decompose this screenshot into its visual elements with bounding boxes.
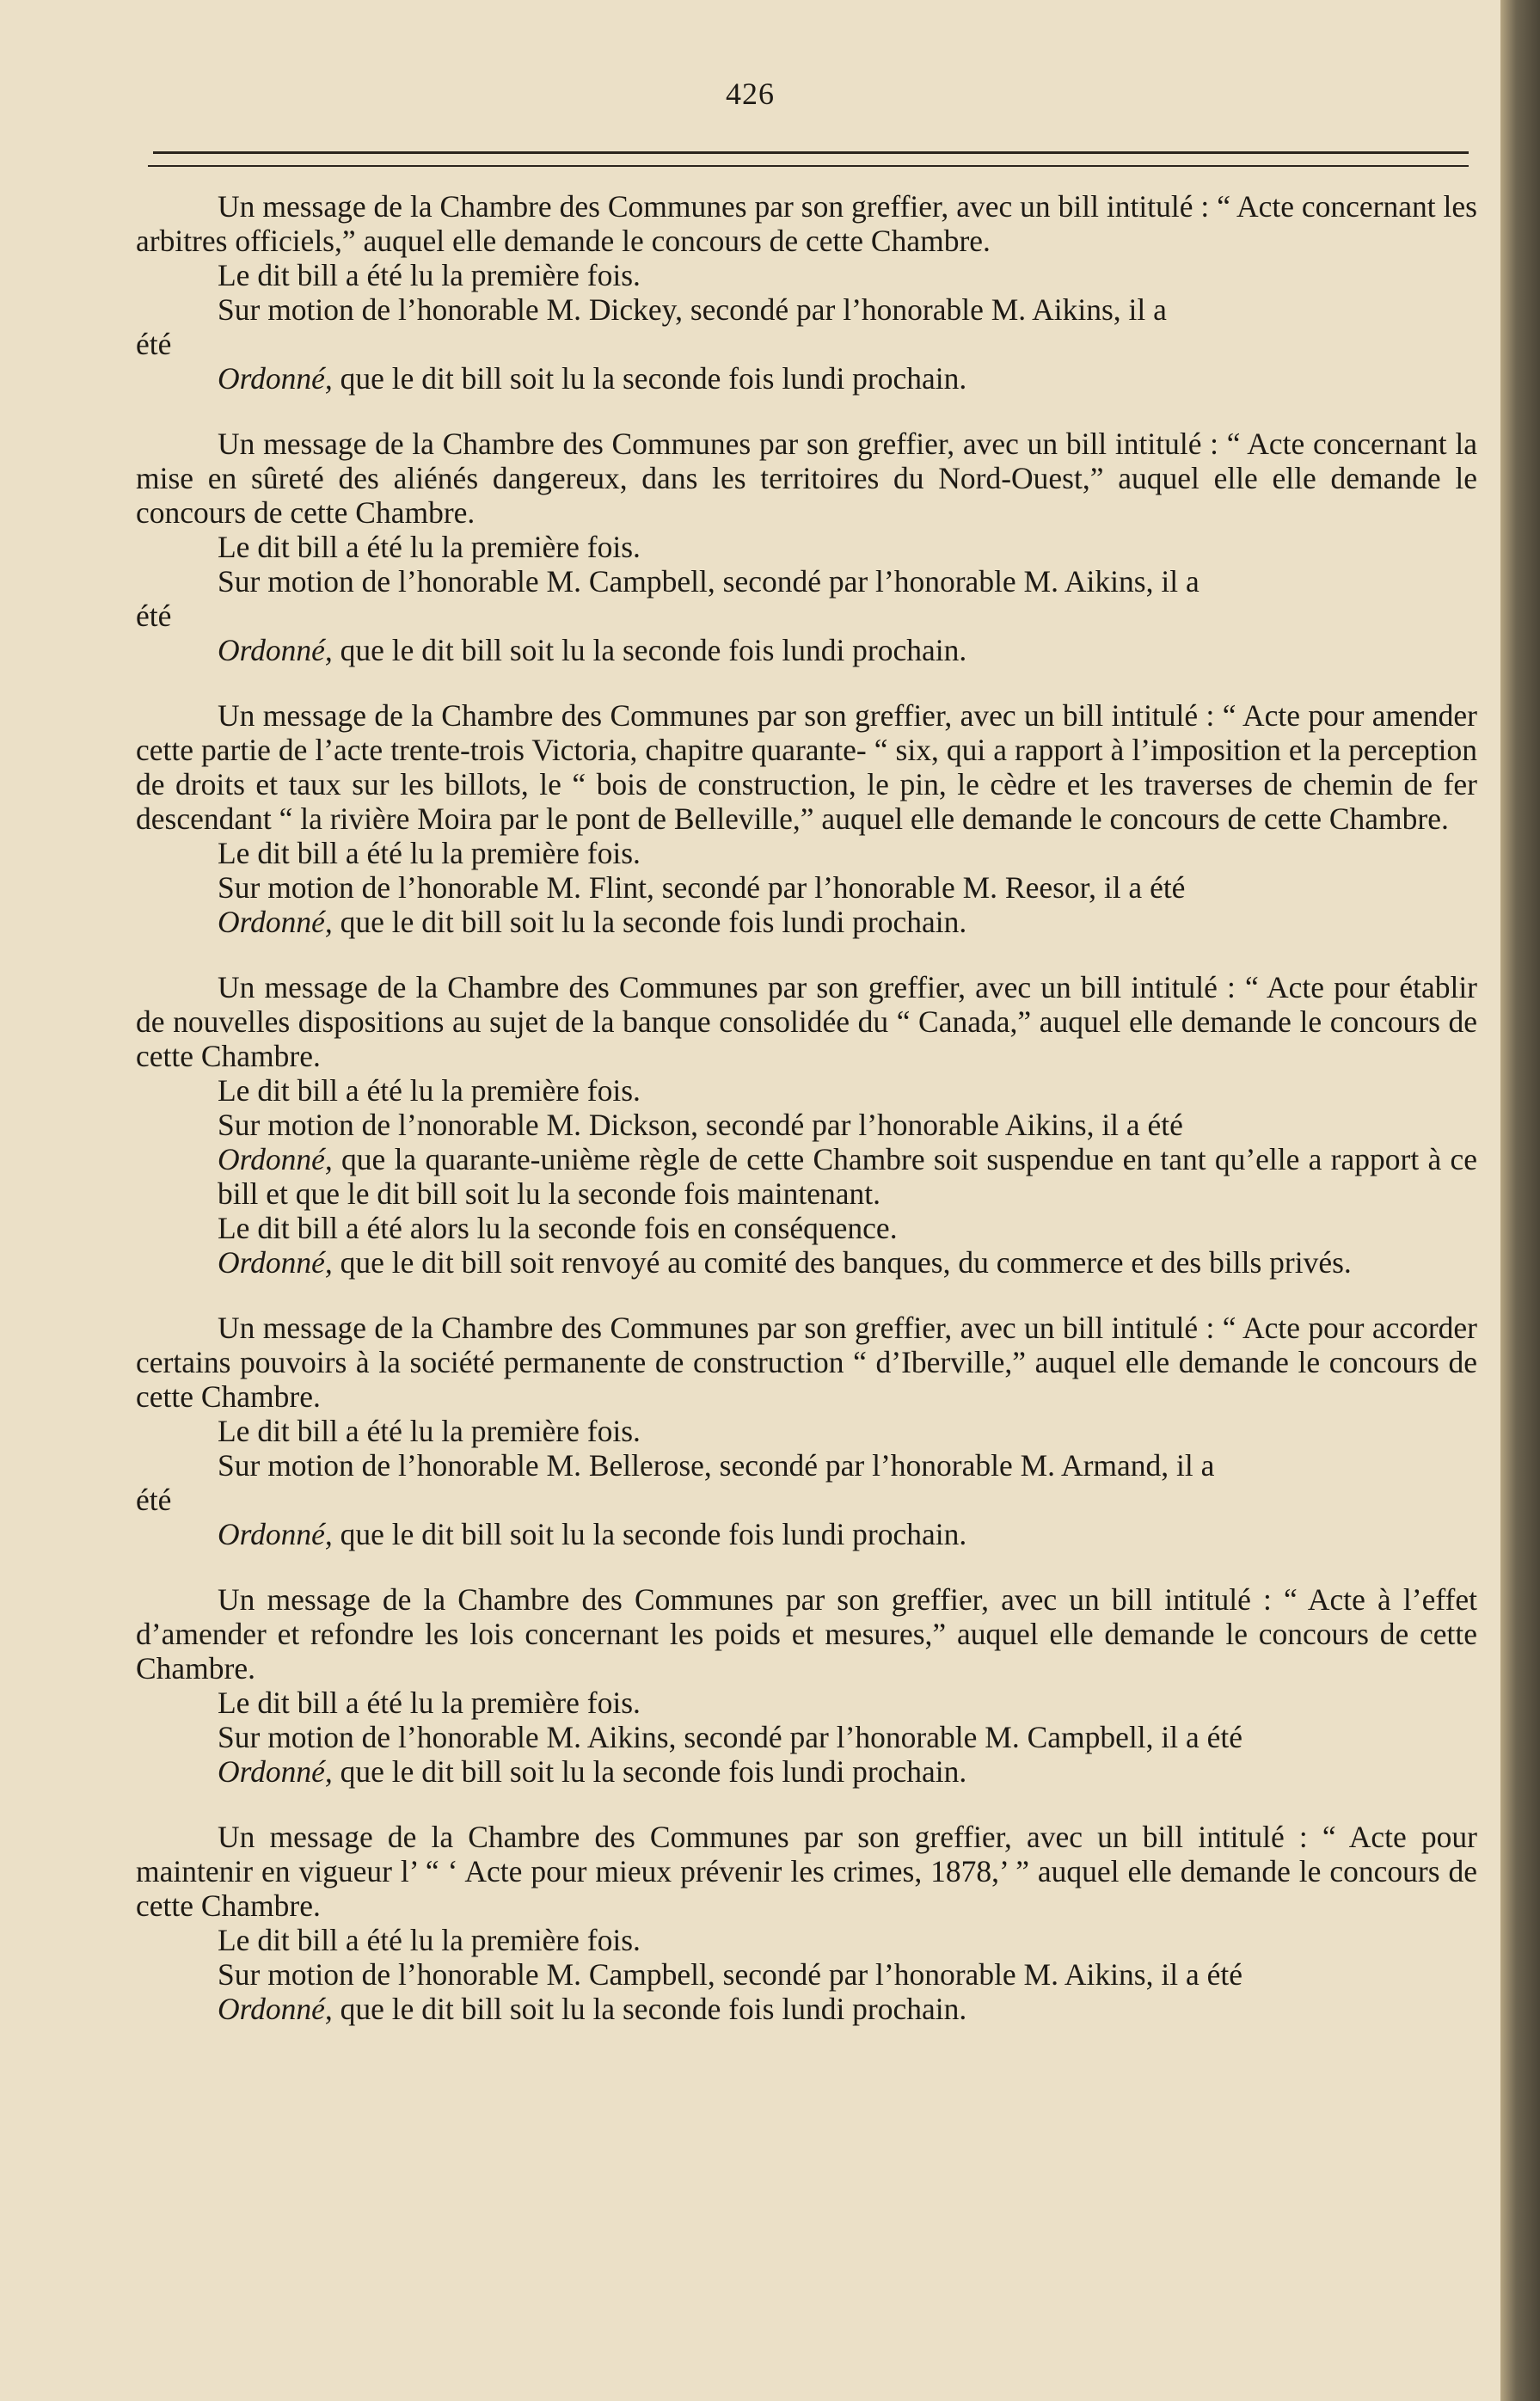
ordonne-label: Ordonné, xyxy=(218,1754,333,1789)
first-reading-line: Le dit bill a été lu la première fois. xyxy=(218,1923,641,1957)
motion-line: Sur motion de l’honorable M. Campbell, secondé par l’honorable M. Aikins, il a été xyxy=(218,1957,1242,1992)
order-paragraph xyxy=(136,1992,1477,2026)
ordonne-label: Ordonné, xyxy=(218,1517,333,1551)
ordonne-text: que le dit bill soit lu la seconde fois lundi prochain. xyxy=(332,905,967,939)
message-paragraph: Un message de la Chambre des Communes par son greffier, avec un bill intitulé : “ Acte pour amender cette partie de l’acte trente-trois Victoria, chapitre quarante- “ six, qui a rapport à l’imposition et la perception de droits et taux sur les billots, le “ bois de construction, le pin, le cèdre et les traverses de chemin de fer descendant “ la rivière Moira par le pont de Belleville,” auquel elle demande le concours de cette Chambre. xyxy=(136,698,1477,836)
journal-entry xyxy=(136,698,1477,939)
journal-entry xyxy=(136,1820,1477,2026)
motion-line: Sur motion de l’honorable M. Bellerose, secondé par l’honorable M. Armand, il a xyxy=(218,1448,1215,1483)
page-number: 426 xyxy=(726,77,775,111)
message-paragraph: Un message de la Chambre des Communes par son greffier, avec un bill intitulé : “ Acte pour maintenir en vigueur l’ “ ‘ Acte pour mieux prévenir les crimes, 1878,’ ” auquel elle demande le concours de cette Chambre. xyxy=(136,1820,1477,1923)
ordonne-text: que le dit bill soit renvoyé au comité des banques, du commerce et des bills privés. xyxy=(332,1245,1352,1280)
journal-body xyxy=(136,189,1477,2057)
order-paragraph xyxy=(136,1142,1477,1211)
journal-entry xyxy=(136,189,1477,396)
message-paragraph: Un message de la Chambre des Communes par son greffier, avec un bill intitulé : “ Acte pour accorder certains pouvoirs à la société permanente de construction “ d’Iberville,” auquel elle demande le concours de cette Chambre. xyxy=(136,1311,1477,1414)
ordonne-label: Ordonné, xyxy=(218,905,333,939)
ordonne-text: que le dit bill soit lu la seconde fois lundi prochain. xyxy=(332,1992,967,2026)
journal-entry xyxy=(136,970,1477,1280)
ordonne-label: Ordonné, xyxy=(218,633,333,667)
order-paragraph xyxy=(136,1517,1477,1551)
order-paragraph xyxy=(136,1245,1477,1280)
ordonne-label: Ordonné, xyxy=(218,361,333,396)
order-paragraph xyxy=(136,905,1477,939)
motion-continuation: été xyxy=(136,1483,172,1517)
first-reading-line: Le dit bill a été lu la première fois. xyxy=(218,1073,641,1108)
motion-line: Sur motion de l’honorable M. Campbell, secondé par l’honorable M. Aikins, il a xyxy=(218,564,1199,599)
ordonne-text: que le dit bill soit lu la seconde fois lundi prochain. xyxy=(332,1754,967,1789)
motion-continuation: été xyxy=(136,599,172,633)
message-paragraph: Un message de la Chambre des Communes par son greffier, avec un bill intitulé : “ Acte pour établir de nouvelles dispositions au sujet de la banque consolidée du “ Canada,” auquel elle demande le concours de cette Chambre. xyxy=(136,970,1477,1073)
first-reading-line: Le dit bill a été lu la première fois. xyxy=(218,530,641,564)
motion-line: Sur motion de l’honorable M. Flint, secondé par l’honorable M. Reesor, il a été xyxy=(218,870,1186,905)
ordonne-label: Ordonné, xyxy=(218,1992,333,2026)
ordonne-text: que la quarante-unième règle de cette Chambre soit suspendue en tant qu’elle a rapport à ce bill et que le dit bill soit lu la seconde fois maintenant. xyxy=(218,1142,1477,1211)
message-paragraph: Un message de la Chambre des Communes par son greffier, avec un bill intitulé : “ Acte concernant la mise en sûreté des aliénés dangereux, dans les territoires du Nord-Ouest,” auquel elle elle demande le concours de cette Chambre. xyxy=(136,427,1477,530)
journal-entry xyxy=(136,427,1477,667)
order-paragraph xyxy=(136,1754,1477,1789)
first-reading-line: Le dit bill a été lu la première fois. xyxy=(218,1686,641,1720)
motion-line: Sur motion de l’honorable M. Dickey, secondé par l’honorable M. Aikins, il a xyxy=(218,292,1167,327)
ordonne-text: que le dit bill soit lu la seconde fois lundi prochain. xyxy=(332,361,967,396)
ordonne-label: Ordonné, xyxy=(218,1245,333,1280)
motion-line: Sur motion de l’honorable M. Aikins, secondé par l’honorable M. Campbell, il a été xyxy=(218,1720,1242,1754)
ordonne-text: que le dit bill soit lu la seconde fois lundi prochain. xyxy=(332,633,967,667)
motion-line: Sur motion de l’nonorable M. Dickson, secondé par l’honorable Aikins, il a été xyxy=(218,1108,1183,1142)
journal-entry xyxy=(136,1582,1477,1789)
order-paragraph xyxy=(136,633,1477,667)
order-paragraph xyxy=(136,361,1477,396)
motion-continuation: été xyxy=(136,327,172,361)
header-rule-secondary xyxy=(148,165,1469,167)
message-paragraph: Un message de la Chambre des Communes par son greffier, avec un bill intitulé : “ Acte à l’effet d’amender et refondre les lois concernant les poids et mesures,” auquel elle demande le concours de cette Chambre. xyxy=(136,1582,1477,1686)
second-reading-line: Le dit bill a été alors lu la seconde fois en conséquence. xyxy=(218,1211,898,1245)
ordonne-label: Ordonné, xyxy=(218,1142,333,1176)
header-rule xyxy=(153,151,1469,154)
journal-entry xyxy=(136,1311,1477,1551)
ordonne-text: que le dit bill soit lu la seconde fois lundi prochain. xyxy=(332,1517,967,1551)
first-reading-line: Le dit bill a été lu la première fois. xyxy=(218,258,641,292)
first-reading-line: Le dit bill a été lu la première fois. xyxy=(218,836,641,870)
message-paragraph: Un message de la Chambre des Communes par son greffier, avec un bill intitulé : “ Acte concernant les arbitres officiels,” auquel elle demande le concours de cette Chambre. xyxy=(136,189,1477,258)
page-binding-edge xyxy=(1500,0,1540,2401)
first-reading-line: Le dit bill a été lu la première fois. xyxy=(218,1414,641,1448)
